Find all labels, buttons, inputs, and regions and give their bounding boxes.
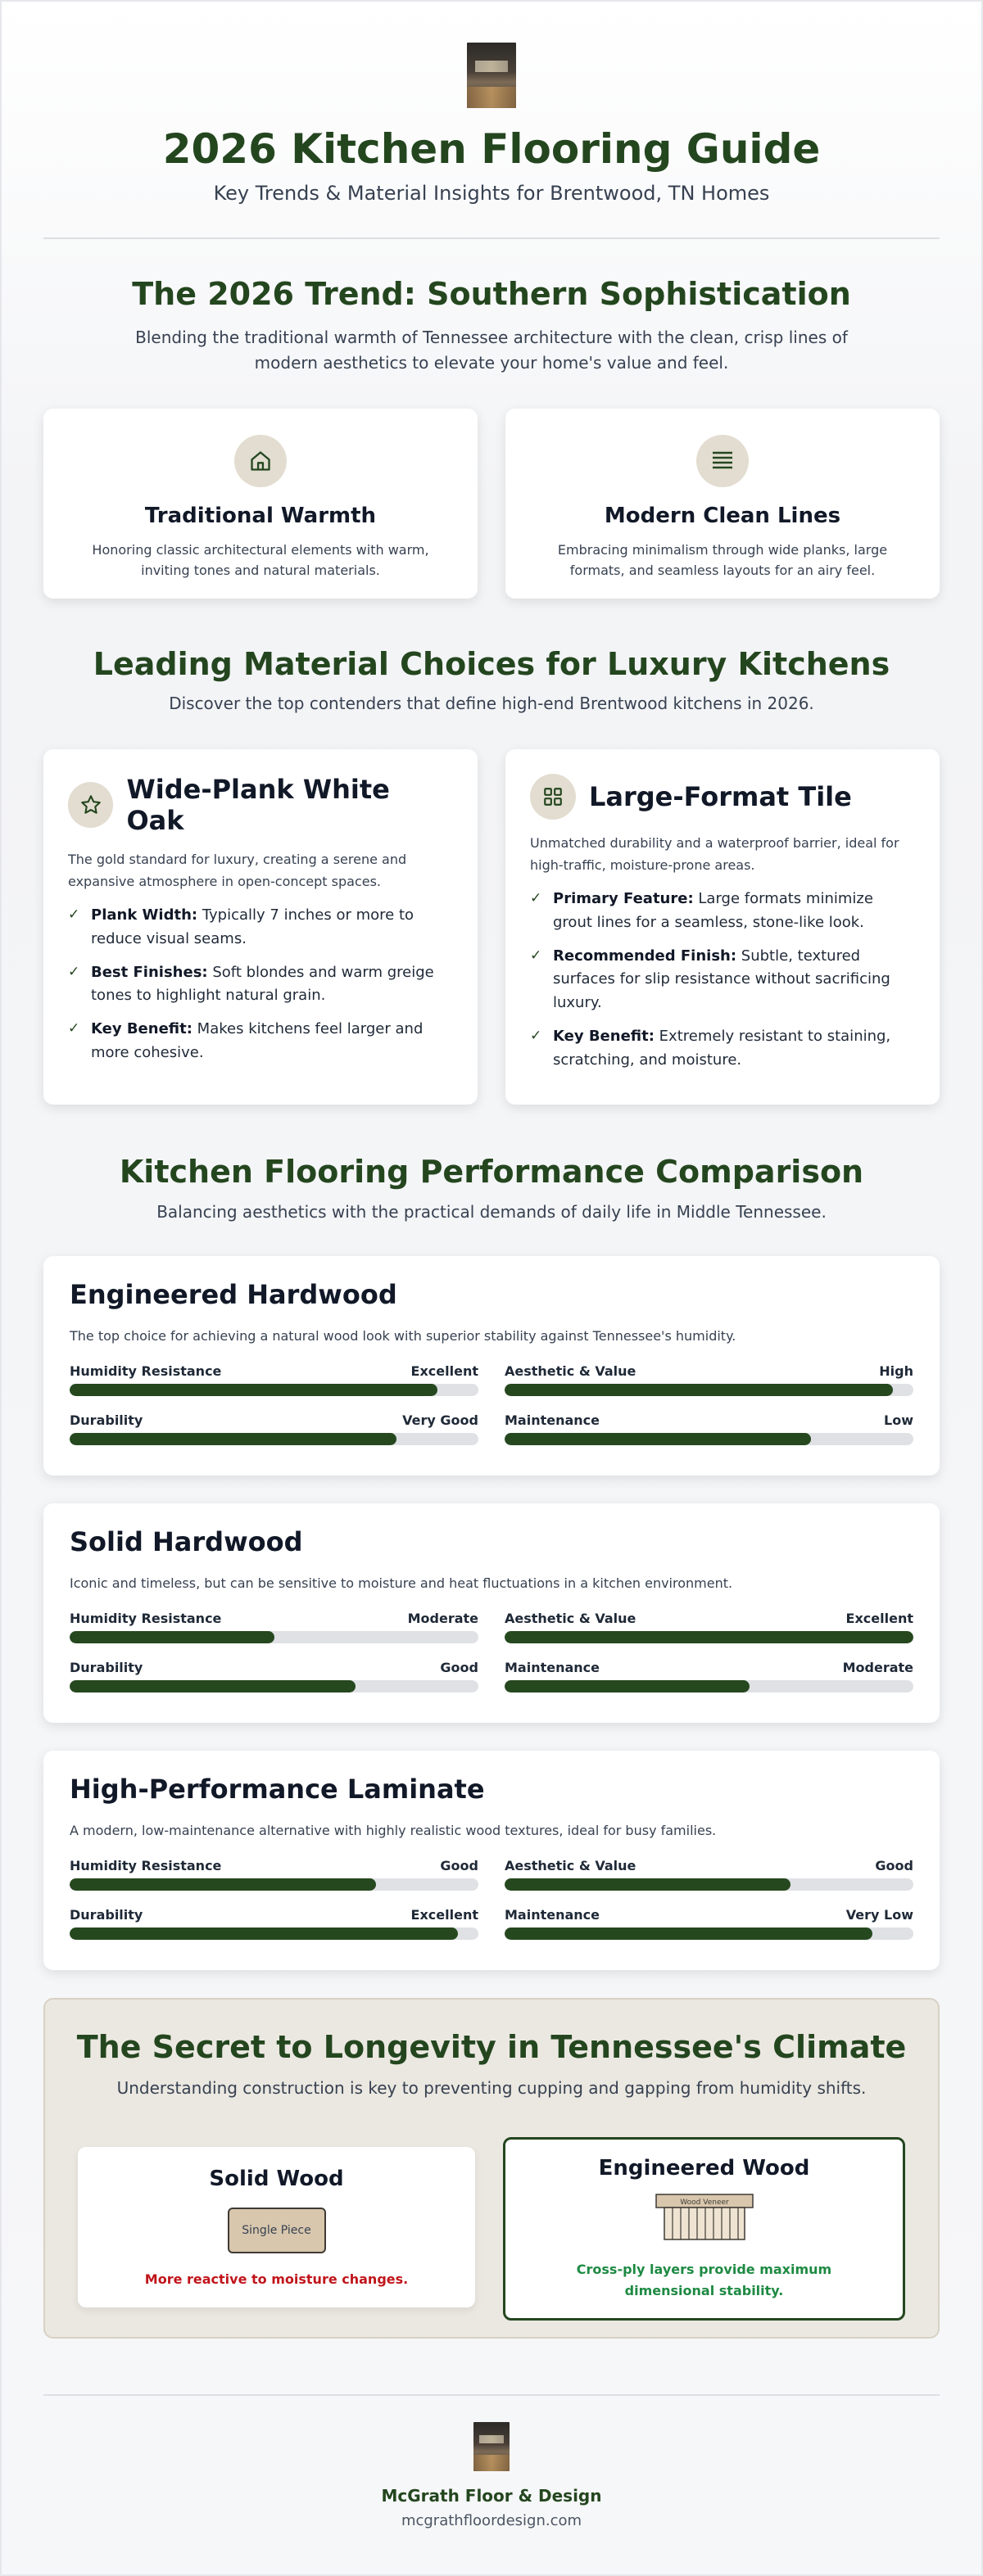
material-cards <box>43 749 940 1105</box>
longevity-section-wrap <box>43 1998 940 2339</box>
materials-description: Discover the top contenders that define high-end Brentwood kitchens in 2026. <box>169 694 814 714</box>
check-icon: ✓ <box>530 889 542 906</box>
performance-title: Kitchen Flooring Performance Comparison <box>119 1154 864 1191</box>
progress-bar <box>505 1680 913 1692</box>
trend-card-traditional <box>43 409 478 599</box>
progress-fill <box>505 1927 872 1940</box>
metric-label: Maintenance <box>505 1412 600 1428</box>
page-title: 2026 Kitchen Flooring Guide <box>162 125 821 173</box>
metric-rating: Good <box>440 1659 478 1675</box>
check-icon: ✓ <box>530 1027 542 1044</box>
metric-maintenance <box>505 1907 913 1940</box>
progress-fill <box>70 1927 458 1940</box>
metric-rating: Excellent <box>410 1363 478 1379</box>
progress-fill <box>505 1631 913 1643</box>
performance-card-laminate <box>43 1751 940 1970</box>
engineered-wood-note: Cross-ply layers provide maximum dimensional stability. <box>576 2262 832 2298</box>
metric-label: Humidity Resistance <box>70 1610 222 1626</box>
metric-rating: Very Low <box>845 1906 913 1923</box>
metric-label: Humidity Resistance <box>70 1857 222 1873</box>
performance-card-description: The top choice for achieving a natural wood look with superior stability against Tennessee's humidity. <box>70 1327 736 1344</box>
trend-section <box>43 239 940 599</box>
footer-logo <box>473 2422 510 2471</box>
trend-card-text: Honoring classic architectural elements with warm, inviting tones and natural materials. <box>92 541 429 579</box>
check-icon: ✓ <box>68 906 80 923</box>
list-item <box>530 1025 915 1073</box>
single-piece-label: Single Piece <box>242 2224 311 2238</box>
progress-fill <box>70 1384 437 1396</box>
performance-section <box>43 1105 940 1970</box>
metric-aesthetic <box>505 1858 913 1891</box>
feature-label: Key Benefit: <box>553 1027 655 1045</box>
metric-humidity <box>70 1363 478 1396</box>
progress-bar <box>505 1631 913 1643</box>
page-footer <box>43 2394 940 2529</box>
feature-label: Best Finishes: <box>91 963 208 981</box>
material-features <box>530 888 915 1073</box>
progress-fill <box>70 1631 274 1643</box>
material-card-large-format-tile <box>505 749 940 1105</box>
solid-wood-note: More reactive to moisture changes. <box>144 2271 409 2288</box>
materials-title: Leading Material Choices for Luxury Kitchens <box>93 645 890 682</box>
solid-wood-card <box>78 2147 475 2307</box>
progress-fill <box>70 1878 376 1891</box>
progress-bar <box>505 1878 913 1891</box>
progress-bar <box>70 1878 478 1891</box>
home-icon <box>234 435 287 487</box>
feature-label: Plank Width: <box>91 906 198 924</box>
metric-rating: Low <box>884 1412 913 1428</box>
lines-icon <box>696 435 749 487</box>
grid-icon <box>530 774 576 820</box>
metric-label: Maintenance <box>505 1906 600 1923</box>
feature-text: Extremely resistant to staining, scratching, and moisture. <box>553 1027 891 1069</box>
veneer-label: Wood Veneer <box>679 2199 729 2208</box>
progress-bar <box>505 1927 913 1940</box>
engineered-wood-card <box>503 2137 905 2321</box>
metric-aesthetic <box>505 1363 913 1396</box>
metric-maintenance <box>505 1660 913 1692</box>
longevity-title: The Secret to Longevity in Tennessee's Climate <box>76 2028 907 2065</box>
progress-fill <box>70 1433 396 1445</box>
cross-ply-diagram <box>655 2194 754 2241</box>
progress-fill <box>505 1433 811 1445</box>
list-item <box>68 1018 453 1065</box>
progress-bar <box>70 1680 478 1692</box>
metric-durability <box>70 1907 478 1940</box>
feature-label: Key Benefit: <box>91 1020 193 1038</box>
metric-humidity <box>70 1858 478 1891</box>
metric-label: Maintenance <box>505 1659 600 1675</box>
star-icon <box>68 782 113 828</box>
progress-bar <box>70 1927 478 1940</box>
progress-fill <box>70 1680 356 1692</box>
material-intro: The gold standard for luxury, creating a serene and expansive atmosphere in open-concept spaces. <box>68 852 407 889</box>
progress-bar <box>70 1384 478 1396</box>
performance-card-title: High-Performance Laminate <box>70 1773 485 1805</box>
progress-fill <box>505 1384 893 1396</box>
check-icon: ✓ <box>68 963 80 980</box>
metric-durability <box>70 1660 478 1692</box>
metric-aesthetic <box>505 1611 913 1643</box>
progress-bar <box>70 1631 478 1643</box>
longevity-description: Understanding construction is key to preventing cupping and gapping from humidity shifts. <box>116 2078 867 2099</box>
longevity-panel <box>43 1998 940 2339</box>
metric-label: Durability <box>70 1906 143 1923</box>
performance-cards <box>43 1256 940 1970</box>
progress-bar <box>505 1433 913 1445</box>
performance-card-engineered-hardwood <box>43 1256 940 1476</box>
feature-label: Primary Feature: <box>553 889 694 907</box>
progress-bar <box>505 1384 913 1396</box>
metric-label: Humidity Resistance <box>70 1363 222 1379</box>
metric-humidity <box>70 1611 478 1643</box>
footer-website-link[interactable]: mcgrathfloordesign.com <box>401 2511 582 2529</box>
page-subtitle: Key Trends & Material Insights for Brentwood, TN Homes <box>213 182 770 205</box>
performance-card-description: Iconic and timeless, but can be sensitive to moisture and heat fluctuations in a kitchen environment. <box>70 1575 733 1591</box>
performance-card-title: Solid Hardwood <box>70 1525 303 1557</box>
metric-durability <box>70 1412 478 1445</box>
progress-fill <box>505 1878 790 1891</box>
performance-card-solid-hardwood <box>43 1503 940 1723</box>
trend-card-title: Modern Clean Lines <box>604 503 841 528</box>
metric-label: Aesthetic & Value <box>505 1610 636 1626</box>
metric-label: Aesthetic & Value <box>505 1363 636 1379</box>
feature-text: Makes kitchens feel larger and more cohesive. <box>91 1020 424 1061</box>
footer-brand: McGrath Floor & Design <box>381 2485 602 2506</box>
list-item <box>68 961 453 1009</box>
material-title: Wide-Plank White Oak <box>126 774 390 837</box>
material-card-white-oak <box>43 749 478 1105</box>
metric-rating: Good <box>440 1857 478 1873</box>
logo <box>467 43 516 108</box>
feature-text: Subtle, textured surfaces for slip resistance without sacrificing luxury. <box>553 947 890 1012</box>
metric-rating: Moderate <box>407 1610 478 1626</box>
metric-maintenance <box>505 1412 913 1445</box>
feature-text: Typically 7 inches or more to reduce visual seams. <box>91 906 414 947</box>
trend-cards <box>43 409 940 599</box>
feature-label: Recommended Finish: <box>553 947 737 965</box>
trend-card-text: Embracing minimalism through wide planks, large formats, and seamless layouts for an airy feel. <box>557 541 888 579</box>
list-item <box>530 888 915 935</box>
feature-text: Soft blondes and warm greige tones to highlight natural grain. <box>91 963 434 1005</box>
material-title: Large-Format Tile <box>589 781 852 813</box>
metric-rating: Moderate <box>842 1659 913 1675</box>
check-icon: ✓ <box>68 1020 80 1037</box>
metric-label: Aesthetic & Value <box>505 1857 636 1873</box>
progress-bar <box>70 1433 478 1445</box>
material-intro: Unmatched durability and a waterproof barrier, ideal for high-traffic, moisture-prone areas. <box>530 835 899 873</box>
material-features <box>68 904 453 1065</box>
trend-card-title: Traditional Warmth <box>144 503 377 528</box>
single-piece-diagram <box>228 2208 326 2253</box>
solid-wood-title: Solid Wood <box>209 2167 344 2192</box>
metric-rating: Very Good <box>402 1412 478 1428</box>
progress-fill <box>505 1680 750 1692</box>
page-header <box>43 2 940 239</box>
materials-section <box>43 599 940 1105</box>
feature-text: Large formats minimize grout lines for a seamless, stone-like look. <box>553 889 873 931</box>
metric-label: Durability <box>70 1412 143 1428</box>
list-item <box>530 945 915 1015</box>
list-item <box>68 904 453 951</box>
trend-description: Blending the traditional warmth of Tennessee architecture with the clean, crisp lines of modern aesthetics to elevate your home's value and feel. <box>135 327 848 373</box>
metric-rating: High <box>879 1363 913 1379</box>
trend-title: The 2026 Trend: Southern Sophistication <box>132 276 851 312</box>
check-icon: ✓ <box>530 947 542 964</box>
performance-description: Balancing aesthetics with the practical demands of daily life in Middle Tennessee. <box>156 1201 827 1222</box>
performance-card-title: Engineered Hardwood <box>70 1278 397 1310</box>
trend-card-modern <box>505 409 940 599</box>
engineered-wood-title: Engineered Wood <box>598 2156 810 2181</box>
metric-rating: Excellent <box>410 1906 478 1923</box>
page <box>2 2 981 2574</box>
metric-rating: Excellent <box>845 1610 913 1626</box>
metric-label: Durability <box>70 1659 143 1675</box>
metric-rating: Good <box>875 1857 913 1873</box>
performance-card-description: A modern, low-maintenance alternative with highly realistic wood textures, ideal for busy families. <box>70 1822 717 1838</box>
